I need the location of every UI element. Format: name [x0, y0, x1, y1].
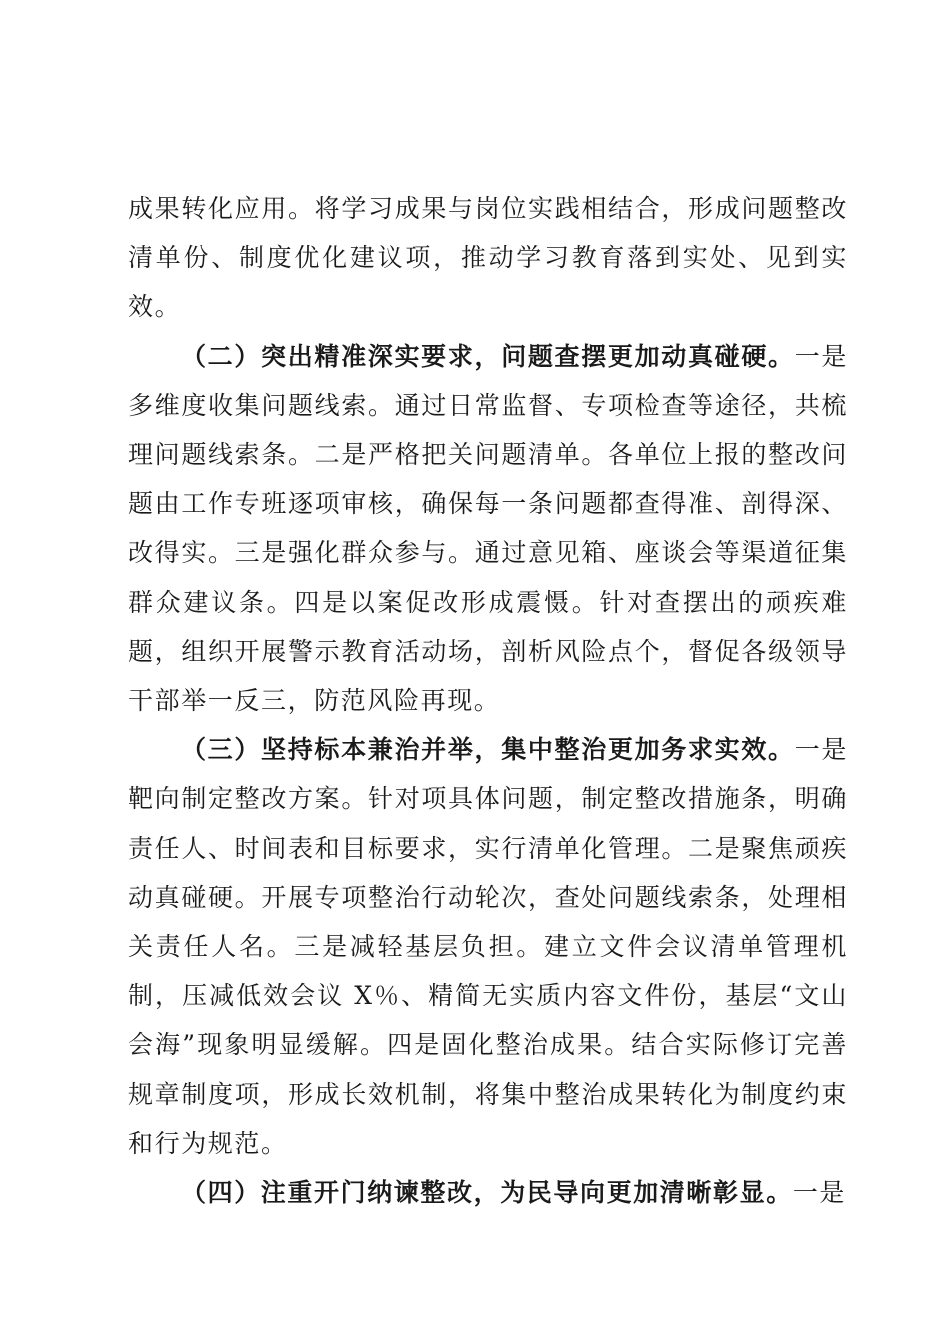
paragraph-section-2: [128, 332, 848, 726]
paragraph-body: 一是: [792, 1178, 847, 1208]
section-heading-2: （二）突出精准深实要求，问题查摆更加动真碰硬。: [181, 341, 795, 371]
section-heading-3: （三）坚持标本兼治并举，集中整治更加务求实效。: [181, 735, 795, 765]
section-heading-4: （四）注重开门纳谏整改，为民导向更加清晰彰显。: [181, 1178, 793, 1208]
paragraph-section-3: [128, 725, 848, 1168]
paragraph-body: 成果转化应用。将学习成果与岗位实践相结合，形成问题整改清单份、制度优化建议项，推动学习教育落到实处、见到实效。: [128, 194, 848, 322]
paragraph-continuation: [128, 184, 848, 332]
paragraph-body: 一是多维度收集问题线索。通过日常监督、专项检查等途径，共梳理问题线索条。二是严格把关问题清单。各单位上报的整改问题由工作专班逐项审核，确保每一条问题都查得准、剖得深、改得实。三是强化群众参与。通过意见箱、座谈会等渠道征集群众建议条。四是以案促改形成震慑。针对查摆出的顽疾难题，组织开展警示教育活动场，剖析风险点个，督促各级领导干部举一反三，防范风险再现。: [128, 341, 849, 716]
document-body: [128, 184, 848, 1217]
paragraph-section-4: [128, 1168, 848, 1217]
paragraph-body: 一是靶向制定整改方案。针对项具体问题，制定整改措施条，明确责任人、时间表和目标要求，实行清单化管理。二是聚焦顽疾动真碰硬。开展专项整治行动轮次，查处问题线索条，处理相关责任人名。三是减轻基层负担。建立文件会议清单管理机制，压减低效会议 X％、精简无实质内容文件份，基层“文山会海”现象明显缓解。四是固化整治成果。结合实际修订完善规章制度项，形成长效机制，将集中整治成果转化为制度约束和行为规范。: [128, 735, 849, 1158]
